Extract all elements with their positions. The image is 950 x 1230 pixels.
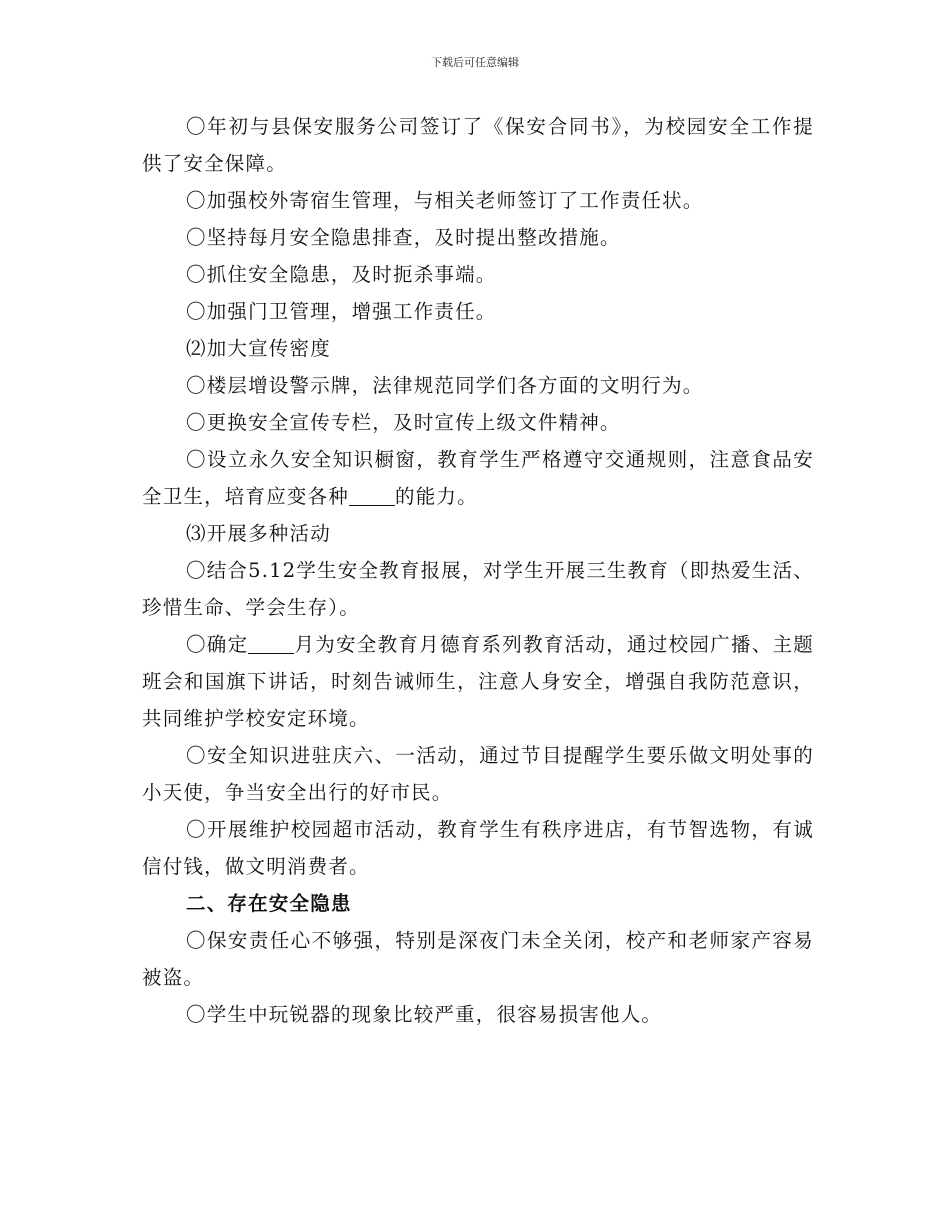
paragraph-text: 〇确定: [186, 633, 249, 656]
document-body: [142, 108, 814, 1033]
paragraph-hazard-control: 〇抓住安全隐患，及时扼杀事端。: [186, 263, 497, 286]
section-heading-hazards: 二、存在安全隐患: [186, 892, 352, 915]
blank-underline: [248, 634, 294, 655]
page-header: 下载后可任意编辑: [431, 56, 519, 69]
paragraph-text: 月为安全教育月德育系列教育活动，通过校园广播、主题班会和国旗下讲话，时刻告诫师生，注意人身安全，增强自我防范意识，共同维护学校安定环境。: [142, 633, 814, 730]
paragraph-boarding-management: 〇加强校外寄宿生管理，与相关老师签订了工作责任状。: [186, 189, 704, 212]
paragraph-warning-signs: 〇楼层增设警示牌，法律规范同学们各方面的文明行为。: [186, 374, 704, 397]
paragraph-campus-supermarket: 〇开展维护校园超市活动，教育学生有秩序进店，有节智选物，有诚信付钱，做文明消费者。: [142, 818, 814, 878]
paragraph-childrens-day: 〇安全知识进驻庆六、一活动，通过节目提醒学生要乐做文明处事的小天使，争当安全出行的好市民。: [142, 744, 814, 804]
paragraph-knowledge-window: [142, 441, 814, 515]
blank-underline: [349, 486, 395, 507]
subheading-publicity: ⑵加大宣传密度: [186, 337, 331, 360]
paragraph-publicity-column: 〇更换安全宣传专栏，及时宣传上级文件精神。: [186, 411, 621, 434]
paragraph-safety-month: [142, 626, 814, 737]
paragraph-gate-management: 〇加强门卫管理，增强工作责任。: [186, 300, 497, 323]
paragraph-monthly-inspection: 〇坚持每月安全隐患排查，及时提出整改措施。: [186, 226, 621, 249]
subheading-activities: ⑶开展多种活动: [186, 522, 331, 545]
paragraph-security-contract: 〇年初与县保安服务公司签订了《保安合同书》，为校园安全工作提供了安全保障。: [142, 115, 814, 175]
paragraph-three-life-education: 〇结合5.12学生安全教育报展，对学生开展三生教育（即热爱生活、珍惜生命、学会生存）。: [142, 559, 814, 619]
paragraph-sharp-objects: 〇学生中玩锐器的现象比较严重，很容易损害他人。: [186, 1003, 663, 1026]
paragraph-text: 〇设立永久安全知识橱窗，教育学生严格遵守交通规则，注意食品安全卫生，培育应变各种: [142, 448, 814, 508]
paragraph-guard-responsibility: 〇保安责任心不够强，特别是深夜门未全关闭，校产和老师家产容易被盗。: [142, 929, 814, 989]
paragraph-text: 的能力。: [395, 485, 478, 508]
